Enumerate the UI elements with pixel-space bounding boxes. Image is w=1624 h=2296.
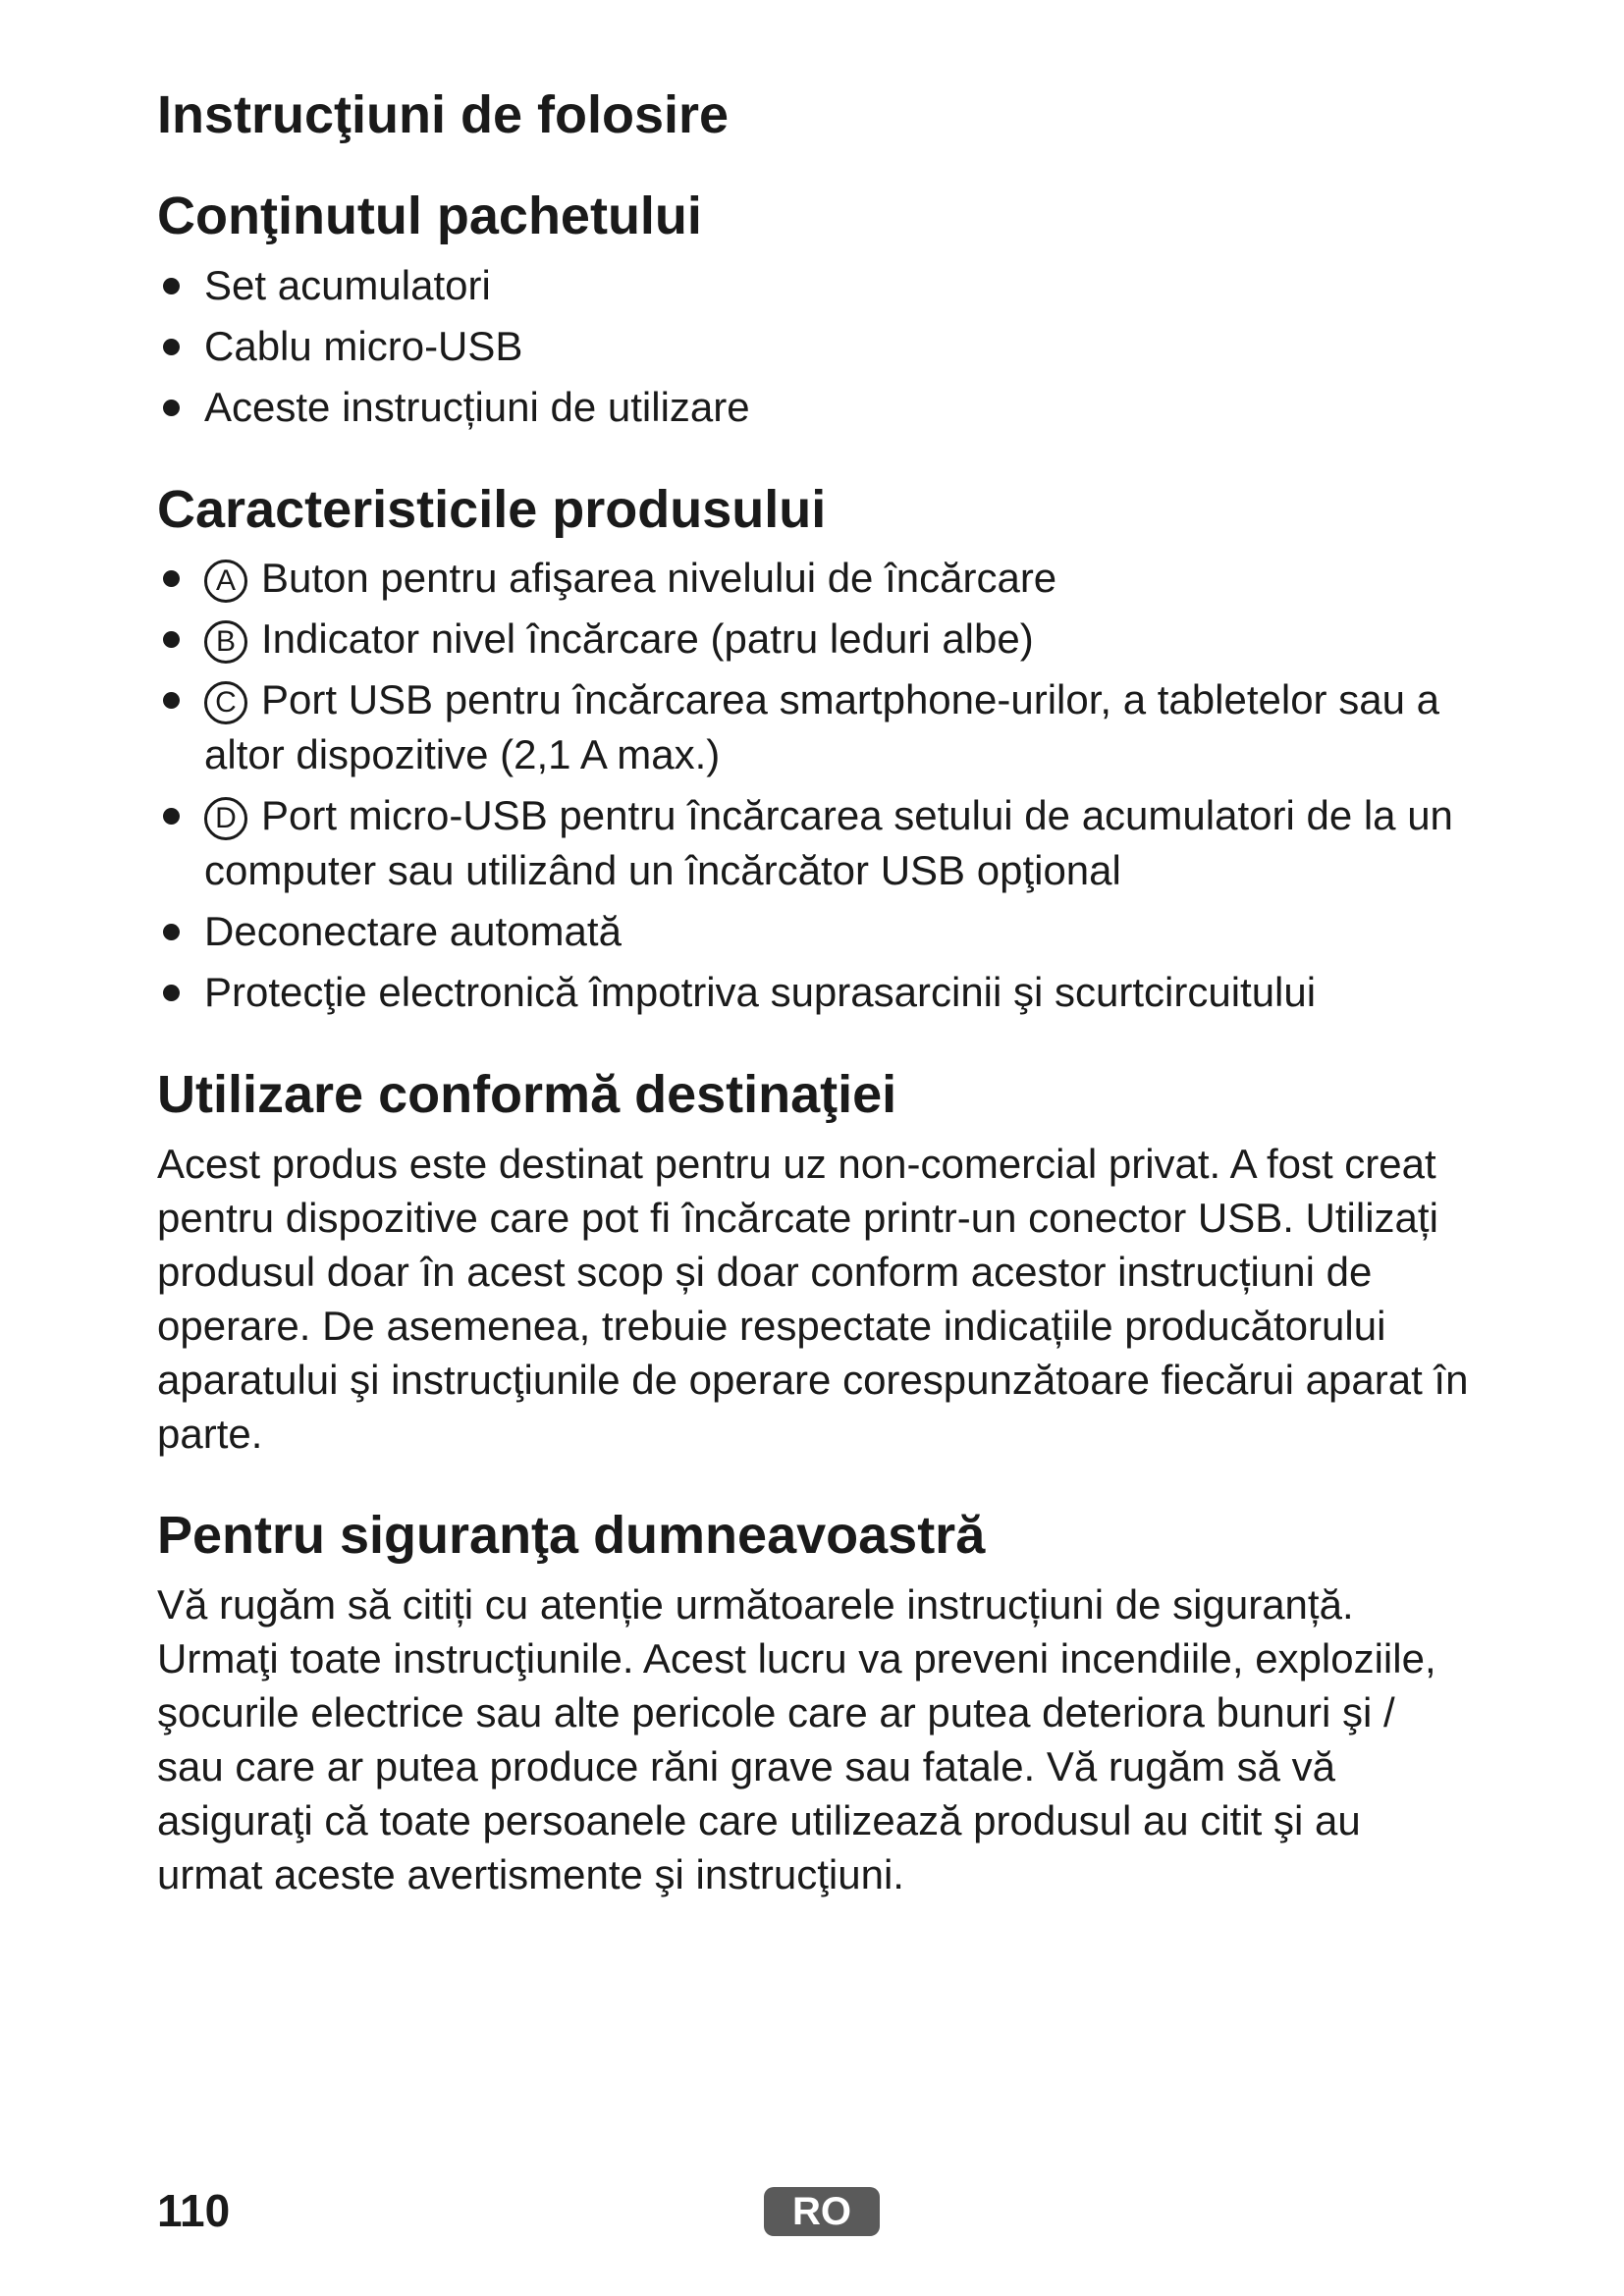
bullet-icon bbox=[163, 985, 180, 1001]
bullet-icon bbox=[163, 570, 180, 587]
bullet-icon bbox=[163, 924, 180, 940]
list-item: Deconectare automată bbox=[157, 904, 1473, 959]
circled-letter-c-icon: C bbox=[204, 681, 247, 724]
circled-letter-d-icon: D bbox=[204, 797, 247, 840]
features-section bbox=[157, 478, 1473, 1021]
list-item: Set acumulatori bbox=[157, 258, 1473, 313]
list-item: C Port USB pentru încărcarea smartphone-urilor, a tabletelor sau a altor dispozitive (2,1 A max.) bbox=[157, 672, 1473, 782]
package-contents-list bbox=[157, 258, 1473, 435]
intended-use-section bbox=[157, 1063, 1473, 1461]
list-item: Aceste instrucțiuni de utilizare bbox=[157, 380, 1473, 435]
circled-letter-a-icon: A bbox=[204, 560, 247, 603]
language-badge: RO bbox=[764, 2187, 880, 2236]
intended-use-body: Acest produs este destinat pentru uz non-comercial privat. A fost creat pentru dispozitive care pot fi încărcate printr-un conector USB. Utilizați produsul doar în acest scop și doar conform acestor instrucțiuni de operare. De asemenea, trebuie respectate indicațiile producătorului aparatului şi instrucţiunile de operare corespunzătoare fiecărui aparat în parte. bbox=[157, 1141, 1469, 1458]
package-contents-section bbox=[157, 185, 1473, 435]
list-item: Protecţie electronică împotriva suprasarcinii şi scurtcircuitului bbox=[157, 965, 1473, 1020]
bullet-icon bbox=[163, 400, 180, 416]
intended-use-heading: Utilizare conformă destinaţiei bbox=[157, 1065, 897, 1125]
bullet-icon bbox=[163, 692, 180, 709]
safety-heading: Pentru siguranţa dumneavoastră bbox=[157, 1506, 986, 1566]
bullet-icon bbox=[163, 631, 180, 648]
page-number: 110 bbox=[157, 2185, 231, 2236]
bullet-icon bbox=[163, 278, 180, 294]
safety-section bbox=[157, 1504, 1473, 1901]
bullet-icon bbox=[163, 339, 180, 355]
list-item: A Buton pentru afişarea nivelului de încărcare bbox=[157, 551, 1473, 606]
package-contents-heading: Conţinutul pachetului bbox=[157, 186, 702, 245]
safety-body: Vă rugăm să citiți cu atenție următoarele instrucțiuni de siguranță. Urmaţi toate instrucţiunile. Acest lucru va preveni incendiile, exploziile, şocurile electrice sau alte pericole care ar putea deteriora bunuri şi / sau care ar putea produce răni grave sau fatale. Vă rugăm să vă asiguraţi că toate persoanele care utilizează produsul au citit şi au urmat aceste avertismente şi instrucţiuni. bbox=[157, 1580, 1436, 1897]
bullet-icon bbox=[163, 808, 180, 825]
document-page bbox=[157, 83, 1473, 1945]
features-heading: Caracteristicile produsului bbox=[157, 479, 827, 539]
circled-letter-b-icon: B bbox=[204, 620, 247, 664]
list-item: B Indicator nivel încărcare (patru leduri albe) bbox=[157, 612, 1473, 667]
list-item: D Port micro-USB pentru încărcarea setului de acumulatori de la un computer sau utilizând un încărcător USB opţional bbox=[157, 788, 1473, 898]
list-item: Cablu micro-USB bbox=[157, 319, 1473, 374]
document-title: Instrucţiuni de folosire bbox=[157, 85, 730, 144]
features-list bbox=[157, 551, 1473, 1020]
